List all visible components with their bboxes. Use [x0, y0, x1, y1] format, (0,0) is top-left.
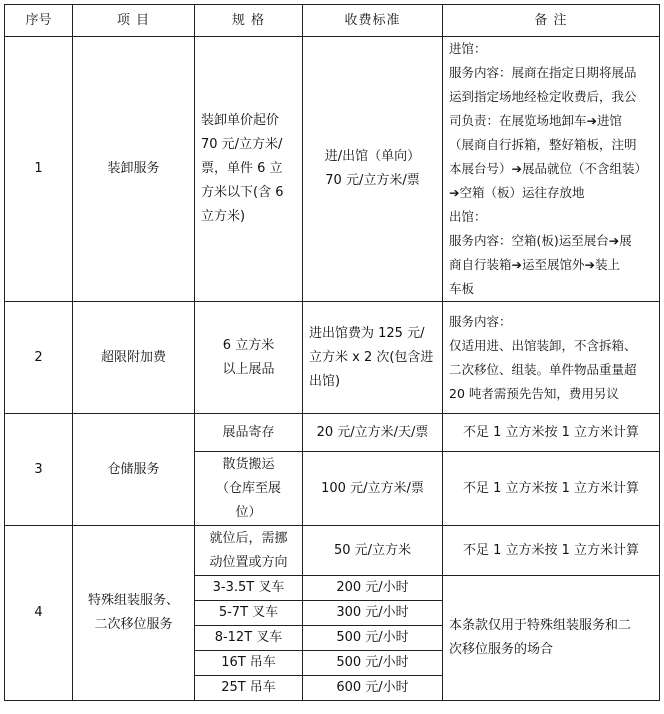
row4a-spec: 就位后，需挪 动位置或方向 [195, 526, 303, 576]
row1-item: 装卸服务 [73, 37, 195, 302]
row4e-spec: 16T 吊车 [195, 651, 303, 676]
row4c-spec: 5-7T 叉车 [195, 601, 303, 626]
row2-fee: 进出馆费为 125 元/ 立方米 x 2 次(包含进 出馆) [303, 302, 443, 414]
header-note: 备 注 [443, 5, 660, 37]
row4d-fee: 500 元/小时 [303, 626, 443, 651]
row3b-spec: 散货搬运 （仓库至展 位） [195, 452, 303, 526]
table-row [5, 302, 660, 414]
row3a-fee: 20 元/立方米/天/票 [303, 414, 443, 452]
row4c-fee: 300 元/小时 [303, 601, 443, 626]
row2-note: 服务内容： 仅适用进、出馆装卸，不含拆箱、 二次移位、组装。单件物品重量超 20 吨者需预先告知，费用另议 [443, 302, 660, 414]
row3-item: 仓储服务 [73, 414, 195, 526]
row1-seq: 1 [5, 37, 73, 302]
row4b-fee: 200 元/小时 [303, 576, 443, 601]
row4a-note: 不足 1 立方米按 1 立方米计算 [443, 526, 660, 576]
row3a-spec: 展品寄存 [195, 414, 303, 452]
header-row [5, 5, 660, 37]
row4-shared-note: 本条款仅用于特殊组装服务和二 次移位服务的场合 [443, 576, 660, 701]
table-row [5, 37, 660, 302]
row1-fee: 进/出馆（单向） 70 元/立方米/票 [303, 37, 443, 302]
row3b-note: 不足 1 立方米按 1 立方米计算 [443, 452, 660, 526]
row2-spec: 6 立方米 以上展品 [195, 302, 303, 414]
row3-seq: 3 [5, 414, 73, 526]
row4-seq: 4 [5, 526, 73, 701]
row2-seq: 2 [5, 302, 73, 414]
header-item: 项 目 [73, 5, 195, 37]
row3b-fee: 100 元/立方米/票 [303, 452, 443, 526]
row4b-spec: 3-3.5T 叉车 [195, 576, 303, 601]
header-seq: 序号 [5, 5, 73, 37]
fee-table [4, 4, 660, 701]
header-fee: 收费标准 [303, 5, 443, 37]
row4-item: 特殊组装服务、 二次移位服务 [73, 526, 195, 701]
row2-item: 超限附加费 [73, 302, 195, 414]
row1-note: 进馆： 服务内容：展商在指定日期将展品 运到指定场地经检定收费后，我公 司负责：在展览场地卸车➔进馆 （展商自行拆箱，整好箱板，注明 本展台号）➔展品就位（不含组装） ➔空箱（板）运往存放地 出馆： 服务内容：空箱(板)运至展台➔展 商自行装箱➔运至展馆外➔装上 车板 [443, 37, 660, 302]
row4d-spec: 8-12T 叉车 [195, 626, 303, 651]
row4f-spec: 25T 吊车 [195, 676, 303, 701]
row3a-note: 不足 1 立方米按 1 立方米计算 [443, 414, 660, 452]
row4a-fee: 50 元/立方米 [303, 526, 443, 576]
row4f-fee: 600 元/小时 [303, 676, 443, 701]
row4e-fee: 500 元/小时 [303, 651, 443, 676]
row1-spec: 装卸单价起价 70 元/立方米/ 票，单件 6 立 方米以下(含 6 立方米) [195, 37, 303, 302]
header-spec: 规 格 [195, 5, 303, 37]
table-row [5, 414, 660, 452]
table-row [5, 526, 660, 576]
